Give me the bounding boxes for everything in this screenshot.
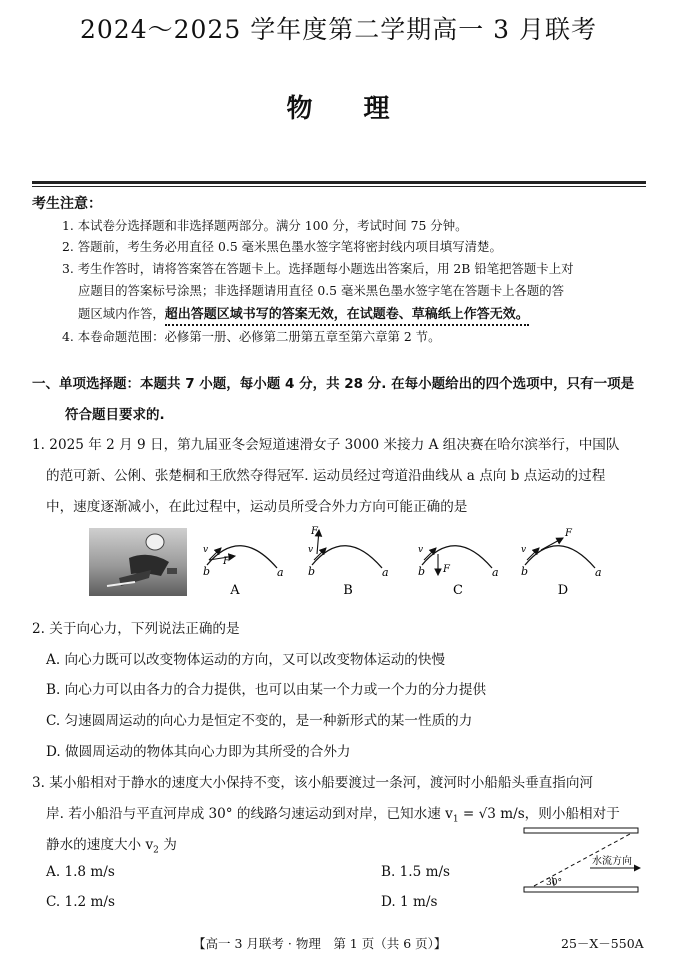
river-bank-top bbox=[524, 828, 638, 833]
q3-option-d: D. 1 m/s bbox=[381, 894, 438, 910]
q1-line-1: 1. 2025 年 2 月 9 日，第九届亚冬会短道速滑女子 3000 米接力 A 组决赛在哈尔滨举行，中国队 bbox=[32, 437, 620, 453]
q3-line-1: 3. 某小船相对于静水的速度大小保持不变，该小船要渡过一条河，渡河时小船船头垂直指向河 bbox=[32, 775, 594, 791]
header-rule-thick bbox=[32, 181, 646, 184]
q1-c-v: v bbox=[418, 545, 424, 555]
q1-d-f: F bbox=[565, 528, 572, 539]
q1-b-v: v bbox=[308, 545, 314, 555]
exam-title: 2024～2025 学年度第二学期高一 3 月联考 bbox=[80, 15, 597, 44]
q3-line-2 bbox=[46, 802, 620, 825]
q3-v1-sub: 1 bbox=[452, 814, 459, 825]
q1-line-2: 的范可新、公俐、张楚桐和王欣然夺得冠军. 运动员经过弯道沿曲线从 a 点向 b 点运动的过程 bbox=[46, 468, 606, 484]
q1-figure-a bbox=[207, 546, 277, 568]
q1-a-v: v bbox=[203, 545, 209, 555]
q3-line-2-b: = √3 m/s，则小船相对于 bbox=[458, 806, 620, 822]
river-bank-bottom bbox=[524, 887, 638, 892]
q3-v2-sub: 2 bbox=[153, 845, 159, 856]
q3-option-a: A. 1.8 m/s bbox=[46, 864, 115, 880]
q2-option-d: D. 做圆周运动的物体其向心力即为其所受的合外力 bbox=[46, 744, 351, 760]
flow-label: 水流方向 bbox=[592, 856, 632, 867]
q3-line-2-a: 岸. 若小船沿与平直河岸成 30° 的线路匀速运动到对岸，已知水速 v bbox=[46, 806, 453, 822]
section-heading: 一、单项选择题：本题共 7 小题，每小题 4 分，共 28 分. 在每小题给出的四个选项中，只有一项是 bbox=[32, 376, 635, 392]
footer-page-info: 【高一 3 月联考 · 物理 第 1 页（共 6 页）】 bbox=[193, 936, 447, 951]
q1-label-b: B bbox=[343, 583, 353, 598]
notice-item-1: 1. 本试卷分选择题和非选择题两部分。满分 100 分，考试时间 75 分钟。 bbox=[62, 218, 468, 233]
q1-options-figure bbox=[195, 520, 625, 620]
section-heading-cont: 符合题目要求的. bbox=[65, 407, 165, 423]
notice-item-3-cont: 应题目的答案标号涂黑；非选择题请用直径 0.5 毫米黑色墨水签字笔在答题卡上各题的答 bbox=[78, 283, 565, 298]
q1-figure-c bbox=[422, 546, 492, 575]
notice-emphasis: 超出答题区域书写的答案无效，在试题卷、草稿纸上作答无效。 bbox=[165, 307, 529, 326]
subject-title: 物 理 bbox=[286, 94, 391, 124]
q1-b-a: a bbox=[382, 566, 389, 579]
notice-item-3: 3. 考生作答时，请将答案答在答题卡上。选择题每小题选出答案后，用 2B 铅笔把答题卡上对 bbox=[62, 261, 574, 276]
angle-label: 30° bbox=[546, 878, 562, 888]
q1-b-b: b bbox=[308, 565, 316, 578]
q3-river-figure bbox=[520, 826, 644, 896]
q1-label-d: D bbox=[557, 583, 569, 598]
q1-a-a: a bbox=[277, 566, 284, 579]
notice-item-2: 2. 答题前，考生务必用直径 0.5 毫米黑色墨水签字笔将密封线内项目填写清楚。 bbox=[62, 239, 502, 254]
q1-c-f: F bbox=[443, 564, 450, 575]
q1-label-c: C bbox=[453, 583, 463, 598]
q3-line-3 bbox=[46, 833, 177, 856]
q1-a-f: F bbox=[223, 556, 230, 567]
q2-stem: 2. 关于向心力，下列说法正确的是 bbox=[32, 621, 240, 637]
q1-a-b: b bbox=[203, 565, 211, 578]
q2-option-b: B. 向心力可以由各力的合力提供，也可以由某一个力或一个力的分力提供 bbox=[46, 682, 487, 698]
q1-label-a: A bbox=[230, 583, 240, 598]
header-rule-thin bbox=[32, 186, 646, 187]
q1-line-3: 中，速度逐渐减小，在此过程中，运动员所受合外力方向可能正确的是 bbox=[46, 499, 468, 515]
q3-option-b: B. 1.5 m/s bbox=[381, 864, 451, 880]
notice-item-4: 4. 本卷命题范围：必修第一册、必修第二册第五章至第六章第 2 节。 bbox=[62, 329, 441, 344]
notice-item-3-tail: 题区域内作答， bbox=[78, 306, 165, 321]
q3-option-c: C. 1.2 m/s bbox=[46, 894, 115, 910]
notice-item-3-cont2 bbox=[78, 303, 529, 322]
q1-figure-b bbox=[312, 530, 382, 568]
q2-option-c: C. 匀速圆周运动的向心力是恒定不变的，是一种新形式的某一性质的力 bbox=[46, 713, 473, 729]
q1-d-v: v bbox=[521, 545, 527, 555]
footer-code: 25－X－550A bbox=[561, 936, 644, 951]
q1-c-a: a bbox=[492, 566, 499, 579]
skater-photo bbox=[89, 528, 187, 596]
q1-b-f: F bbox=[311, 526, 318, 537]
q2-option-a: A. 向心力既可以改变物体运动的方向，又可以改变物体运动的快慢 bbox=[46, 652, 446, 668]
q1-figure-d bbox=[525, 538, 595, 568]
q3-line-3-a: 静水的速度大小 v bbox=[46, 837, 154, 853]
q1-d-a: a bbox=[595, 566, 602, 579]
q1-c-b: b bbox=[418, 565, 426, 578]
q1-d-b: b bbox=[521, 565, 529, 578]
notice-heading: 考生注意： bbox=[32, 196, 102, 212]
q3-line-3-b: 为 bbox=[158, 837, 177, 853]
